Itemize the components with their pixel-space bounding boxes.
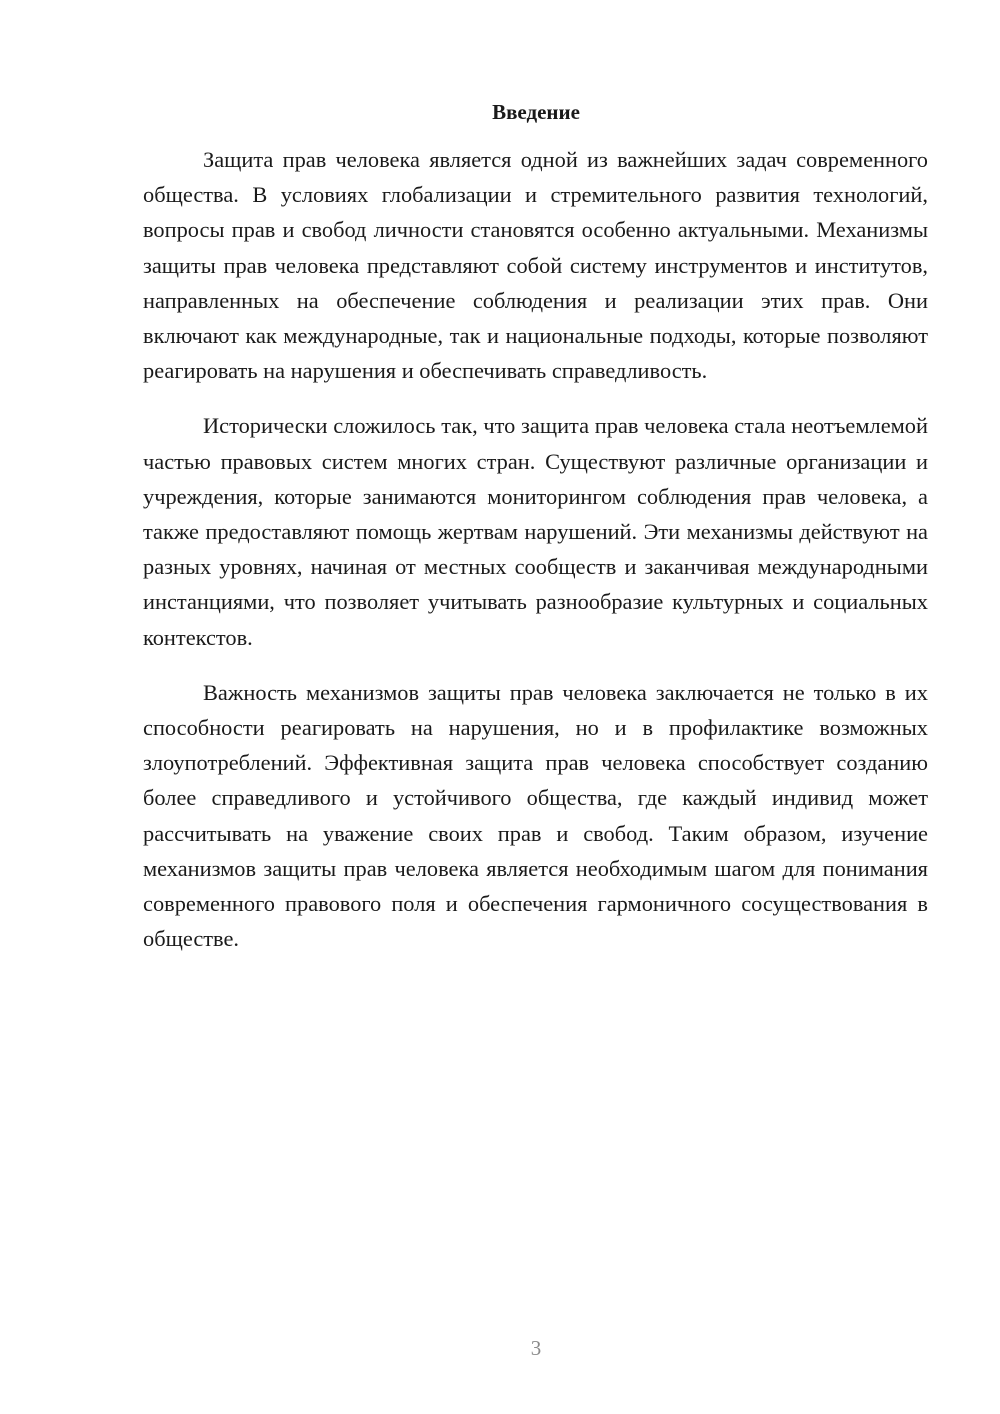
- paragraph-1: Защита прав человека является одной из важнейших задач современного общества. В условиях глобализации и стремительного развития технологий, вопросы прав и свобод личности становятся особенно актуальными. Механизмы защиты прав человека представляют собой систему инструментов и институтов, направленных на обеспечение соблюдения и реализации этих прав. Они включают как международные, так и национальные подходы, которые позволяют реагировать на нарушения и обеспечивать справедливость.: [143, 147, 928, 384]
- section-title: Введение: [492, 100, 580, 124]
- page-number: 3: [530, 1336, 542, 1360]
- paragraph-3: Важность механизмов защиты прав человека заключается не только в их способности реагировать на нарушения, но и в профилактике возможных злоупотреблений. Эффективная защита прав человека способствует созданию более справедливого и устойчивого общества, где каждый индивид может рассчитывать на уважение своих прав и свобод. Таким образом, изучение механизмов защиты прав человека является необходимым шагом для понимания современного правового поля и обеспечения гармоничного сосуществования в обществе.: [143, 679, 928, 952]
- body-text: [143, 142, 928, 956]
- paragraph-2: Исторически сложилось так, что защита прав человека стала неотъемлемой частью правовых систем многих стран. Существуют различные организации и учреждения, которые занимаются мониторингом соблюдения прав человека, а также предоставляют помощь жертвам нарушений. Эти механизмы действуют на разных уровнях, начиная от местных сообществ и заканчивая международными инстанциями, что позволяет учитывать разнообразие культурных и социальных контекстов.: [143, 413, 928, 650]
